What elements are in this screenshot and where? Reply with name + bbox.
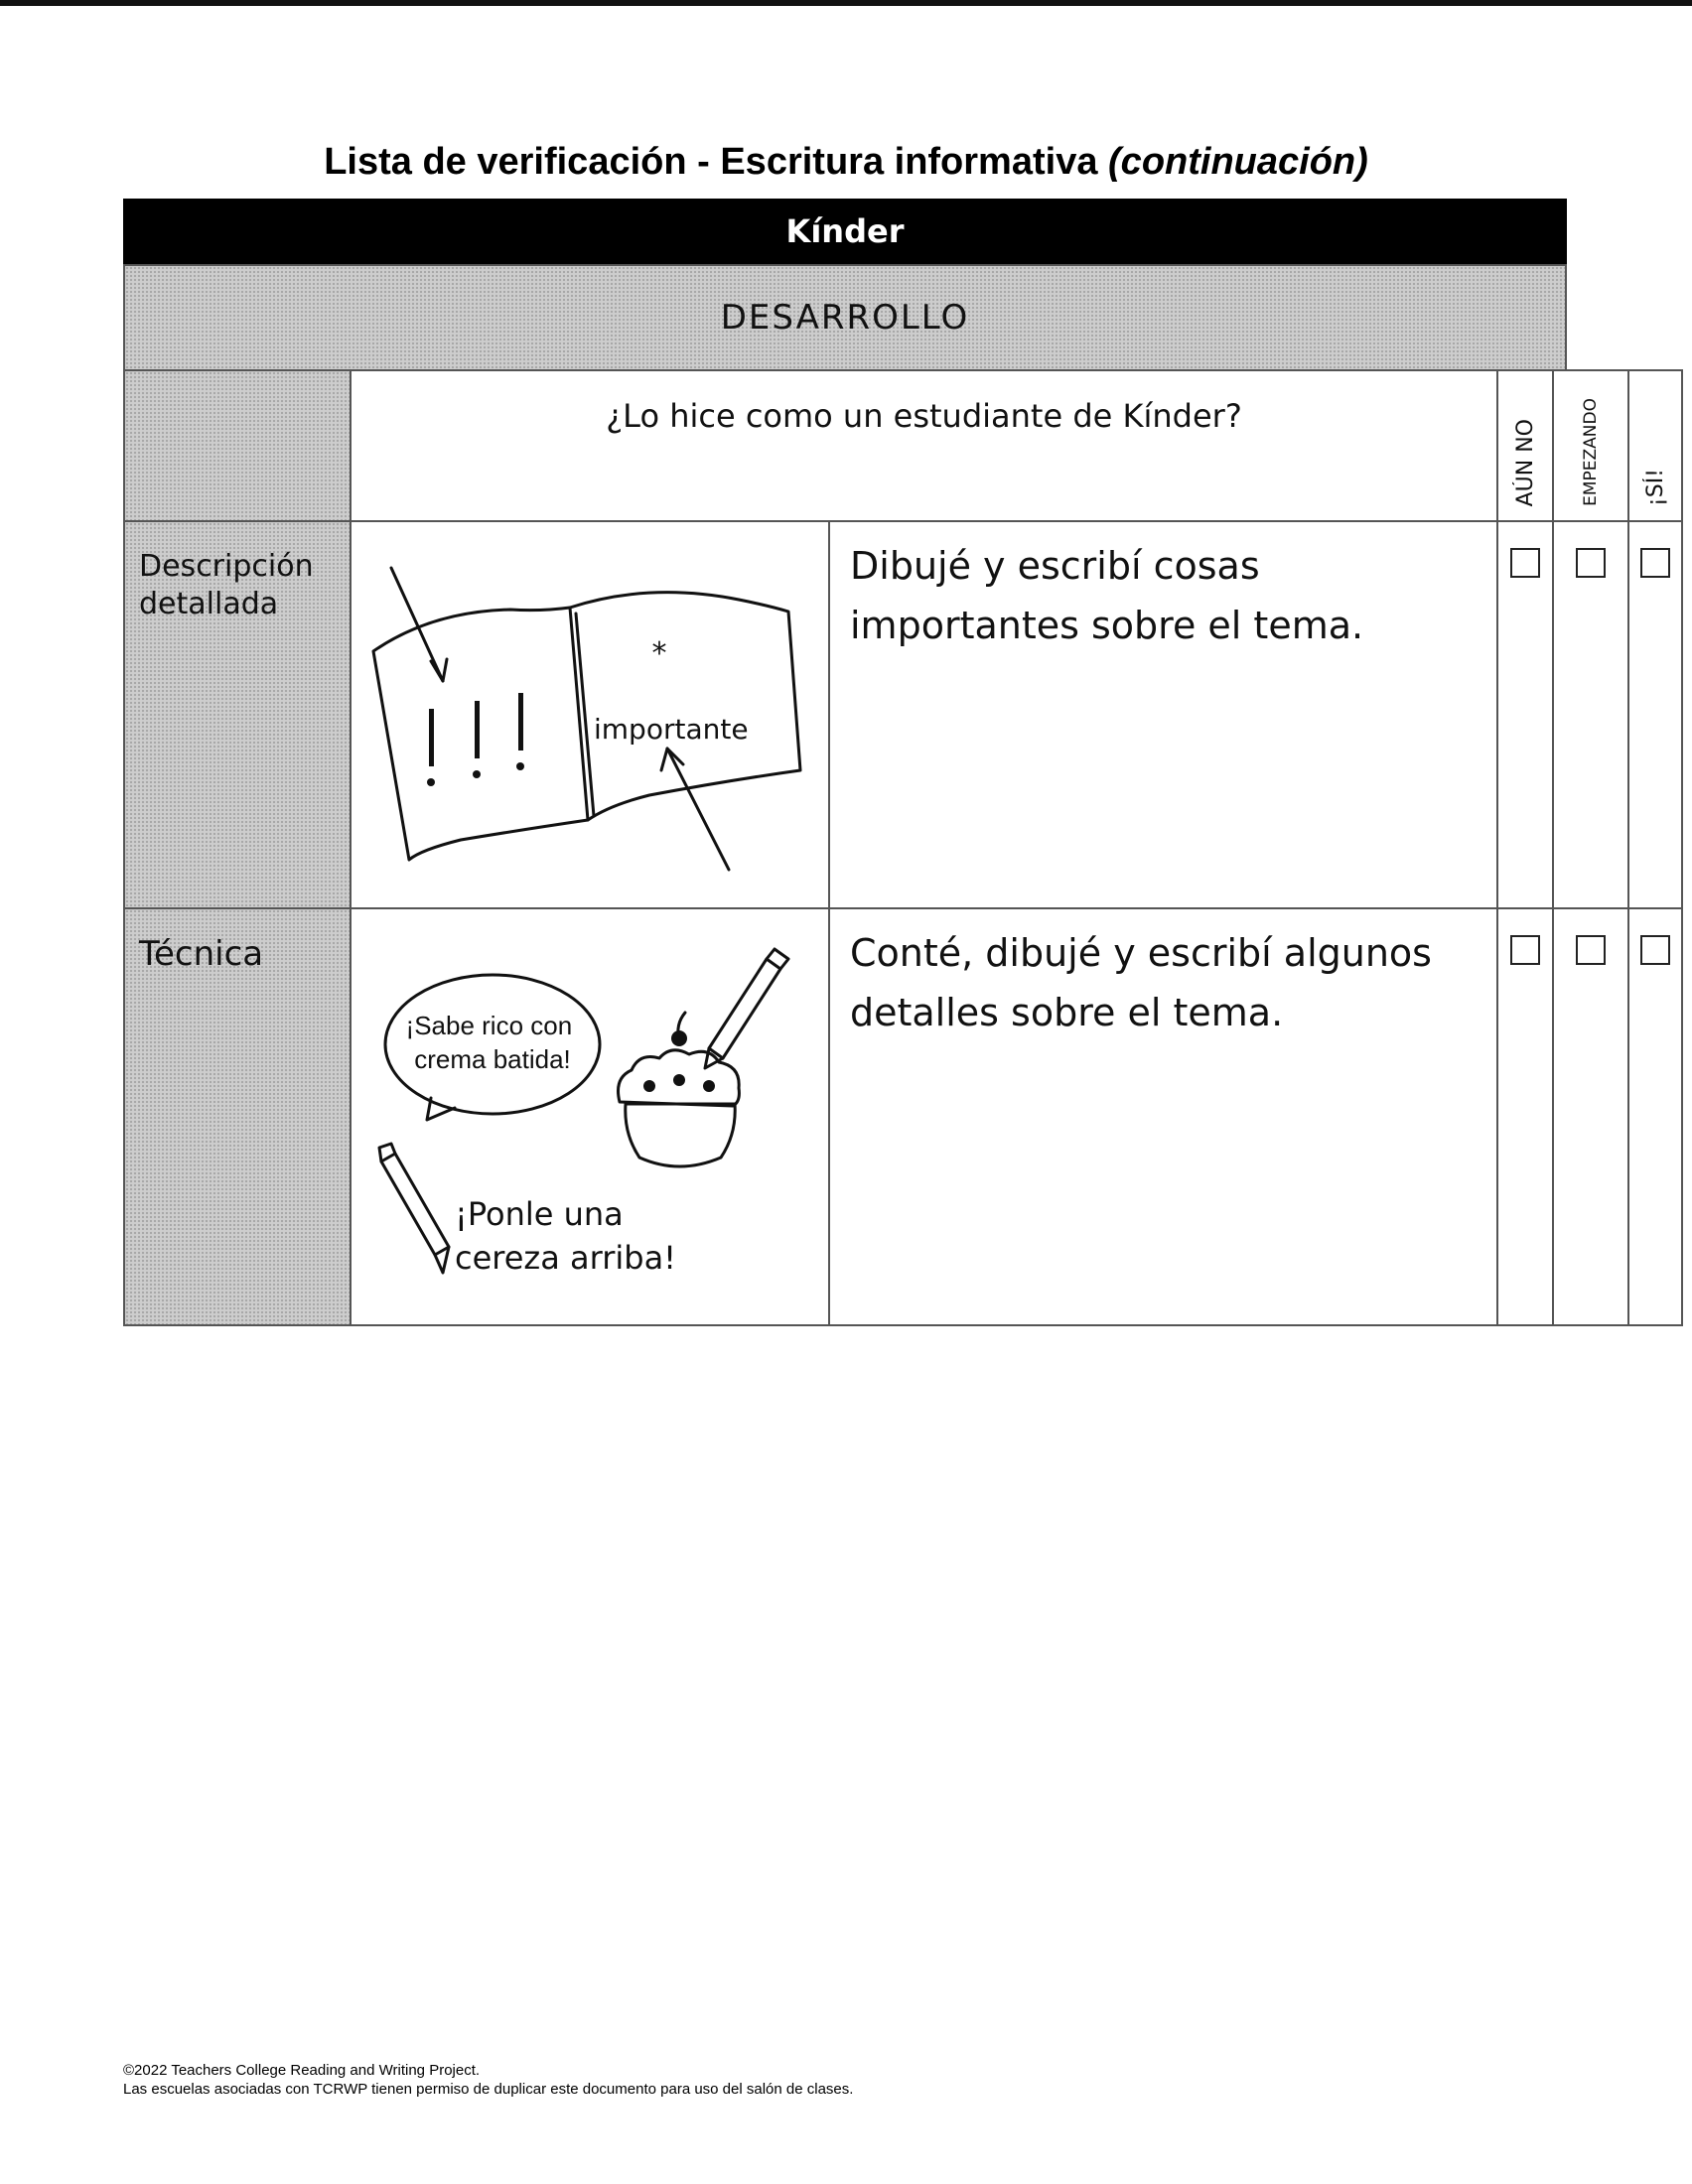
description-text: Dibujé y escribí cosas importantes sobre el tema.	[850, 544, 1364, 647]
rating-cell	[1552, 520, 1629, 909]
illustration-book	[350, 520, 830, 909]
section-header: DESARROLLO	[123, 264, 1567, 371]
rating-cell	[1496, 520, 1554, 909]
checkbox-aun-no[interactable]	[1510, 935, 1540, 965]
illustration-sundae	[350, 907, 830, 1326]
row-description-tecnica	[828, 907, 1498, 1326]
rating-header-aun-no	[1496, 369, 1554, 522]
rating-label: EMPEZANDO	[1581, 398, 1601, 506]
title-main: Lista de verificación - Escritura informativa	[324, 141, 1109, 183]
rating-cell	[1496, 907, 1554, 1326]
svg-text:¡Sabe rico con crema b	[406, 1011, 580, 1074]
open-book-icon	[352, 522, 830, 909]
caption-line-1: ¡Ponle una	[455, 1195, 624, 1233]
rating-header-si	[1627, 369, 1683, 522]
row-label-text: Descripción detallada	[139, 549, 314, 621]
footer	[123, 2061, 853, 2099]
question-text: ¿Lo hice como un estudiante de Kínder?	[606, 397, 1242, 435]
footer-copyright: ©2022 Teachers College Reading and Writing Project.	[123, 2062, 481, 2079]
page-title	[0, 141, 1692, 184]
bubble-line-2: crema batida!	[414, 1044, 571, 1074]
svg-text:¡Ponle una cereza arri	[455, 1195, 676, 1277]
header-blank-cell	[123, 369, 352, 522]
row-label-descripcion	[123, 520, 352, 909]
question-cell	[350, 369, 1498, 522]
footer-permission: Las escuelas asociadas con TCRWP tienen permiso de duplicar este documento para uso del salón de clases.	[123, 2081, 854, 2098]
checkbox-empezando[interactable]	[1576, 935, 1606, 965]
rating-label: ¡SÍ!	[1643, 468, 1668, 506]
caption-line-2: cereza arriba!	[455, 1239, 676, 1277]
row-label-tecnica	[123, 907, 352, 1326]
rating-cell	[1627, 520, 1683, 909]
illustration-word: importante	[594, 713, 749, 746]
bubble-line-1: ¡Sabe rico con	[405, 1011, 573, 1040]
rating-header-empezando	[1552, 369, 1629, 522]
grade-header: Kínder	[123, 199, 1567, 264]
row-description-descripcion	[828, 520, 1498, 909]
checkbox-si[interactable]	[1640, 548, 1670, 578]
checkbox-aun-no[interactable]	[1510, 548, 1540, 578]
rating-cell	[1552, 907, 1629, 1326]
ice-cream-sundae-icon	[352, 909, 830, 1326]
description-text: Conté, dibujé y escribí algunos detalles sobre el tema.	[850, 931, 1432, 1034]
rating-cell	[1627, 907, 1683, 1326]
scan-top-edge	[0, 0, 1692, 6]
title-italic: (continuación)	[1108, 141, 1368, 183]
checkbox-empezando[interactable]	[1576, 548, 1606, 578]
checkbox-si[interactable]	[1640, 935, 1670, 965]
row-label-text: Técnica	[139, 934, 264, 974]
rating-label: AÚN NO	[1513, 418, 1538, 506]
svg-text:*: *	[651, 636, 667, 671]
